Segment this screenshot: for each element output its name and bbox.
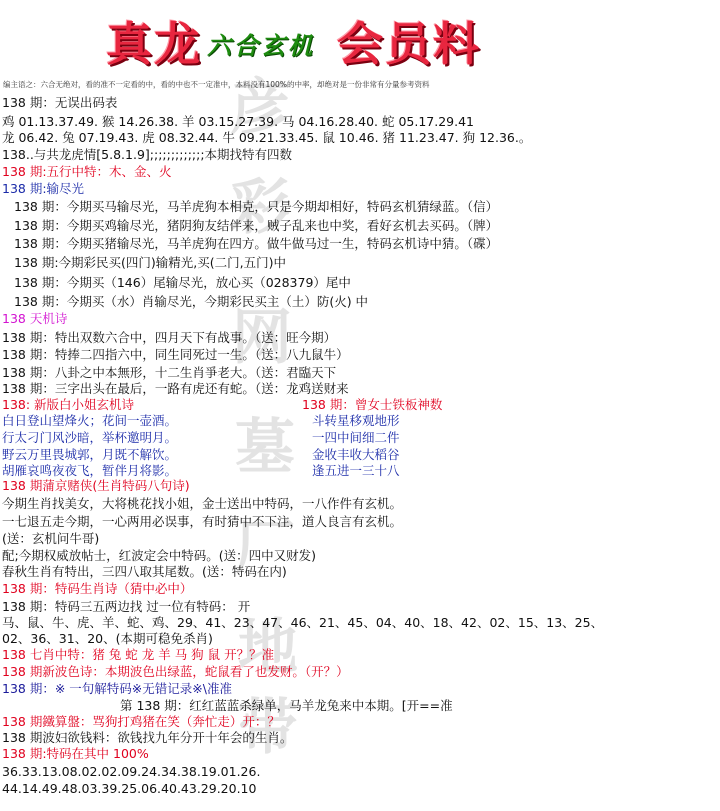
line2-8: 马、鼠、牛、虎、羊、蛇、鸡、29、41、23、47、46、21、45、04、40、18、42、02、15、13、25、: [2, 615, 604, 630]
poem-left-1: 行太刁门风沙暗，举杯邀明月。: [2, 430, 178, 445]
line2-2: 一七退五走今期，一心两用必误事，有时猜中不下注，道人良言有玄机。: [2, 514, 403, 529]
line-16: 138 期：三字出头在最后，一路有虎还有蛇。（送：龙鸡送财来: [2, 381, 349, 396]
page-header: [0, 0, 720, 76]
line2-12: 138 期：※ 一句解特码※无错记录※\准准: [2, 681, 232, 696]
poem-left-0: 白日登山望烽火；花间一壶酒。: [2, 413, 178, 428]
line-14: 138 期：特捧二四指六中，同生同死过一生。（送：八九鼠牛）: [2, 347, 349, 362]
line2-9: 02、36、31、20、(本期可稳免杀肖): [2, 631, 213, 646]
line-4: 138 期:五行中特：木、金、火: [2, 164, 172, 179]
line2-0: 138 期蒲京赌侠(生肖特码八句诗): [2, 478, 190, 493]
title-left: 真龙: [106, 17, 202, 71]
poem-right-2: 金收丰收大稻谷: [312, 447, 400, 462]
watermark-5: 厂: [235, 513, 295, 583]
line2-1: 今期生肖找美女，大将桃花找小姐，金士送出中特码，一八作件有玄机。: [2, 496, 403, 511]
line-1: 鸡 01.13.37.49. 猴 14.26.38. 羊 03.15.27.39. 马 04.16.28.40. 蛇 05.17.29.41: [2, 114, 474, 129]
line2-3: (送：玄机问牛哥): [2, 531, 100, 546]
line2-14: 138 期鐵算盤：骂狗打鸡猪在笑（奔忙走）开：？: [2, 714, 280, 729]
line2-17: 36.33.13.08.02.02.09.24.34.38.19.01.26.: [2, 764, 261, 779]
poem-left-2: 野云万里畏城郭，月既不解饮。: [2, 447, 178, 462]
line2-15: 138 期波妇欲钱料：欲钱找九年分开十年会的生肖。: [2, 730, 293, 745]
line-3: 138..与共龙虎情[5.8.1.9];;;;;;;;;;;;;本期找特有四数: [2, 147, 293, 162]
title-mid: 六合玄机: [207, 31, 315, 60]
line-13: 138 期：特出双数六合中，四月天下有战事。（送：旺今期）: [2, 330, 337, 345]
tagline: 编主语之：六合无绝对，看的准不一定看的中，看的中也不一定准中，本料没有100%的中率，却绝对是一份非常有分量参考资料: [3, 80, 430, 89]
watermark-7: 带: [238, 693, 298, 763]
line-9: 138 期:今期彩民买(四门)输精光,买(二门,五门)中: [14, 255, 286, 270]
line-5: 138 期:输尽光: [2, 181, 85, 196]
poem-right-0: 斗转星移观地形: [312, 413, 400, 428]
line2-16: 138 期:特码在其中 100%: [2, 746, 149, 761]
line2-6: 138 期：特码生肖诗（猜中必中）: [2, 581, 193, 596]
watermark-6: 地: [238, 613, 298, 683]
line-7: 138 期：今期买鸡输尽光，猪阴狗友结伴来，贼子乱来也中奖，看好玄机去买码。（牌）: [14, 218, 499, 233]
line-2: 龙 06.42. 兔 07.19.43. 虎 08.32.44. 牛 09.21.33.45. 鼠 10.46. 猪 11.23.47. 狗 12.36.。: [2, 130, 532, 145]
watermark-3: 网: [232, 303, 292, 373]
line-12: 138 天机诗: [2, 311, 68, 326]
watermark-2: 彩: [230, 173, 290, 243]
poem-left-3: 胡雁哀鸣夜夜飞，暂伴月将影。: [2, 463, 178, 478]
poem-left-title: 138: 新版白小姐玄机诗: [2, 397, 135, 412]
watermark-1: 彦: [230, 73, 290, 143]
line2-18: 44.14.49.48.03.39.25.06.40.43.29.20.10: [2, 781, 257, 796]
line2-7: 138 期：特码三五两边找 过一位有特码： 开: [2, 599, 251, 614]
line2-10: 138 七肖中特：猪 兔 蛇 龙 羊 马 狗 鼠 开？？准: [2, 647, 275, 662]
line-10: 138 期：今期买（146）尾输尽光，放心买（028379）尾中: [14, 275, 351, 290]
line-15: 138 期：八卦之中本無形，十二生肖爭老大。（送：君臨天下: [2, 365, 337, 380]
line-6: 138 期：今期买马输尽光，马羊虎狗本相克，只是今期却相好，特码玄机猜绿蓝。（信）: [14, 199, 499, 214]
line2-5: 春秋生肖有特出，三四八取其尾数。(送：特码在内): [2, 564, 287, 579]
title-right: 会员料: [337, 17, 481, 71]
poem-right-1: 一四中间细二件: [312, 430, 400, 445]
line-8: 138 期：今期买猪输尽光，马羊虎狗在四方。做牛做马过一生，特码玄机诗中猜。（碟）: [14, 236, 499, 251]
line2-13: 第 138 期：红红蓝蓝杀绿单，马羊龙兔来中本期。[开==准: [120, 698, 453, 713]
line2-4: 配;今期权威放帖士，红波定会中特码。(送：四中又财发): [2, 548, 316, 563]
poem-right-3: 逢五进一三十八: [312, 463, 400, 478]
line2-11: 138 期新波色诗：本期波色出绿蓝，蛇鼠看了也发财。（开？）: [2, 664, 349, 679]
line-0: 138 期：无误出码表: [2, 95, 118, 110]
line-11: 138 期：今期买（水）肖输尽光，今期彩民买主（土）防(火) 中: [14, 294, 369, 309]
watermark-4: 墓: [235, 413, 295, 483]
poem-right-title: 138 期：曾女士铁板神数: [302, 397, 443, 412]
